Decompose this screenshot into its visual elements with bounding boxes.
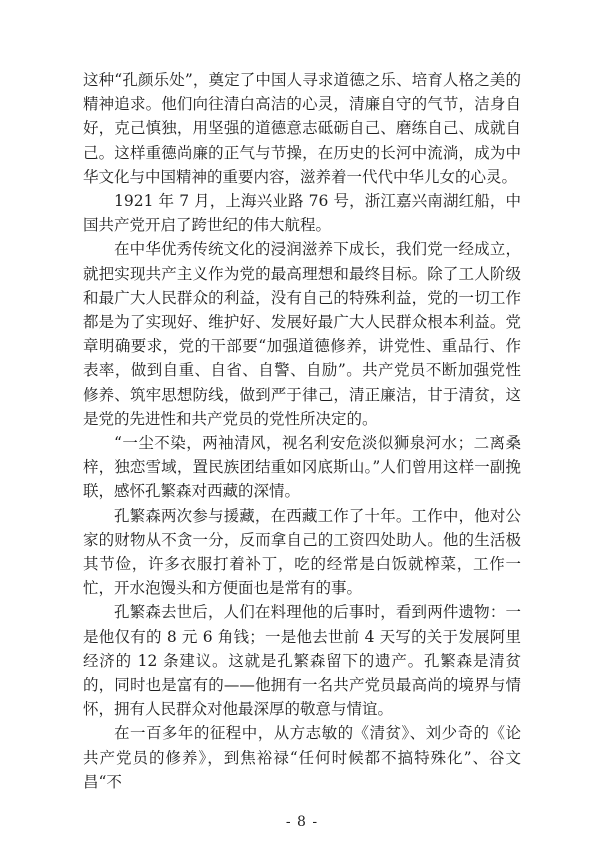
page-number: - 8 -: [285, 814, 319, 831]
paragraph-continuation: 这种“孔颜乐处”，奠定了中国人寻求道德之乐、培育人格之美的精神追求。他们向往清白高洁的心灵，清廉自守的气节，洁身自好，克己慎独，用坚强的道德意志砥砺自己、磨练自己、成就自己。这样重德尚廉的正气与节操，在历史的长河中流淌，成为中华文化与中国精神的重要内容，滋养着一代代中华儿女的心灵。: [83, 71, 521, 186]
paragraph: “一尘不染，两袖清风，视名利安危淡似狮泉河水；二离桑梓，独恋雪域，置民族团结重如冈底斯山。”人们曾用这样一副挽联，感怀孔繁森对西藏的深情。: [83, 434, 521, 501]
paragraph: 孔繁森去世后，人们在料理他的后事时，看到两件遗物：一是他仅有的 8 元 6 角钱；一是他去世前 4 天写的关于发展阿里经济的 12 条建议。这就是孔繁森留下的遗产。孔繁森是清贫的，同时也是富有的——他拥有一名共产党员最高尚的境界与情怀，拥有人民群众对他最深厚的敬意与情谊。: [83, 603, 521, 719]
paragraph: 在一百多年的征程中，从方志敏的《清贫》、刘少奇的《论共产党员的修养》，到焦裕禄“任何时候都不搞特殊化”、谷文昌“不: [83, 724, 521, 791]
body-text: [83, 68, 521, 794]
paragraph: 在中华优秀传统文化的浸润滋养下成长，我们党一经成立，就把实现共产主义作为党的最高理想和最终目标。除了工人阶级和最广大人民群众的利益，没有自己的特殊利益，党的一切工作都是为了实现好、维护好、发展好最广大人民群众根本利益。党章明确要求，党的干部要“加强道德修养，讲党性、重品行、作表率，做到自重、自省、自警、自励”。共产党员不断加强党性修养、筑牢思想防线，做到严于律己，清正廉洁，甘于清贫，这是党的先进性和共产党员的党性所决定的。: [83, 240, 521, 428]
paragraph: 孔繁森两次参与援藏，在西藏工作了十年。工作中，他对公家的财物从不贪一分，反而拿自己的工资四处助人。他的生活极其节俭，许多衣服打着补丁，吃的经常是白饭就榨菜，工作一忙，开水泡馒头和方便面也是常有的事。: [83, 506, 521, 598]
paragraph: 1921 年 7 月，上海兴业路 76 号，浙江嘉兴南湖红船，中国共产党开启了跨世纪的伟大航程。: [83, 192, 521, 235]
